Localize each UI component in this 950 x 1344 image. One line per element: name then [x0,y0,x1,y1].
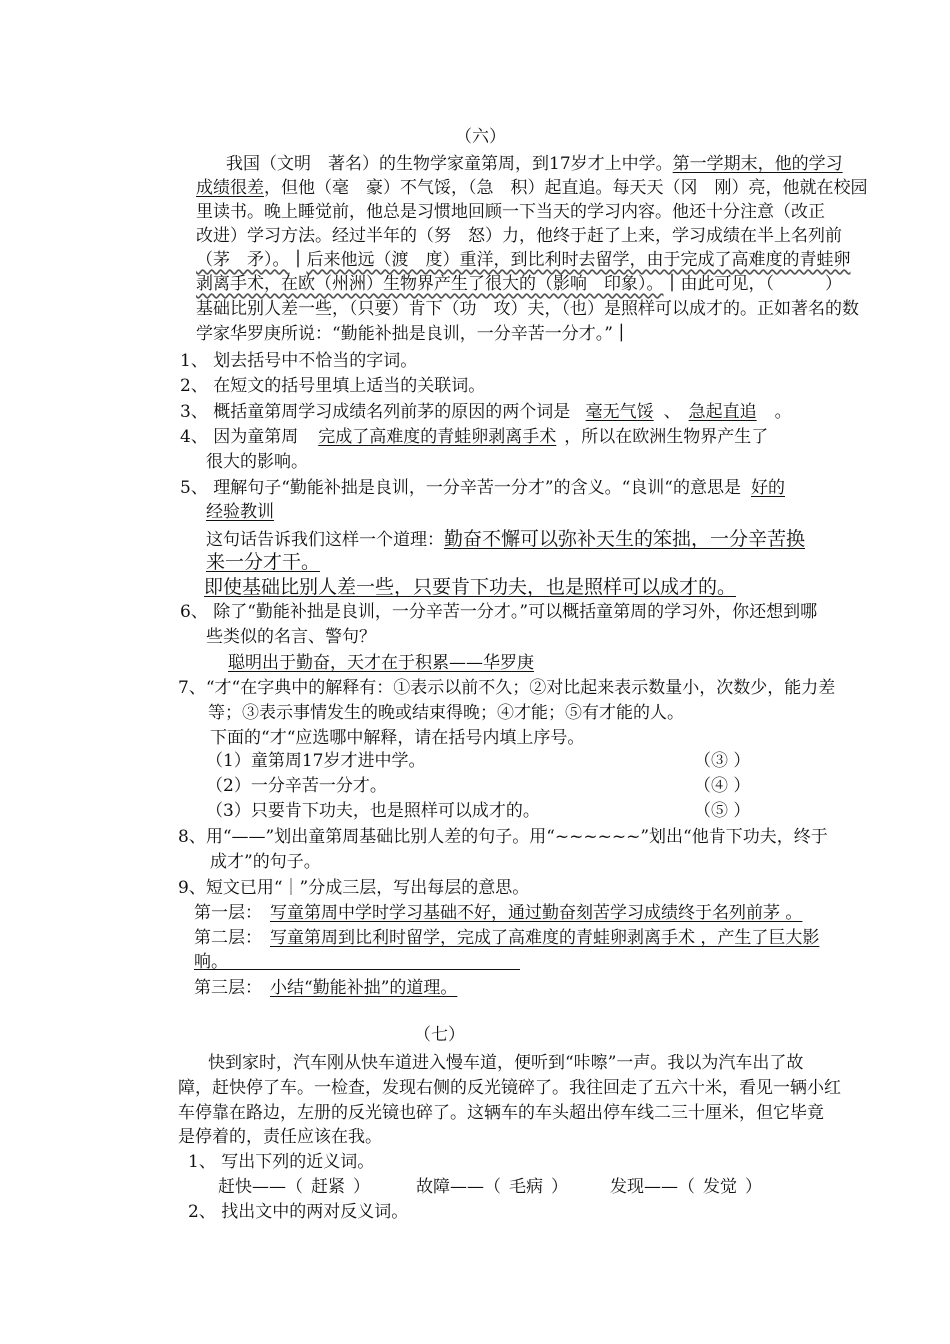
question-7-line2: 等；③表示事情发生的晚或结束得晚；④才能；⑤有才能的人。 [208,703,684,723]
passage-line-8 [196,323,630,345]
passage-line-5 [196,249,851,271]
synonym-answer: 赶紧 [311,1177,345,1197]
synonym-word: 故障——（ [416,1177,501,1197]
question-5-line3 [206,551,320,573]
passage7-line-1: 快到家时，汽车刚从快车道进入慢车道，便听到“咔嚓”一声。我以为汽车出了故 [208,1053,804,1073]
layer-divider: ｜ [612,324,630,344]
question-8: 8、用“——”划出童第周基础比别人差的句子。用“~~~~~~”划出“他肯下功夫，终于 [178,827,828,847]
section-7-title: （七） [414,1025,465,1045]
question-7: 7、“才“在字典中的解释有：①表示以前不久；②对比起来表示数量小，次数少，能力差 [178,678,836,698]
q7-item-2: （2）一分辛苦一分才。 [206,776,387,796]
passage-line-4: 改进）学习方法。经过半年的（努 怒）力，他终于赶了上来，学习成绩在半上名列前 [196,226,842,246]
passage-line-7: 基础比别人差一些，（只要）肯下（功 攻）夫，（也）是照样可以成才的。正如著名的数 [196,299,859,319]
layer-1 [194,902,802,924]
question-text: 5、 理解句子“勤能补拙是良训，一分辛苦一分才”的含义。“良训“的意思是 [180,478,741,498]
q7-item-3-answer: （⑤ ） [694,801,751,821]
passage-underlined: 第一学期末，他的学习 [672,154,843,174]
answer-blank: 好的 [750,478,785,498]
question-4 [180,426,768,448]
question-9: 9、短文已用“｜”分成三层，写出每层的意思。 [178,878,530,898]
passage-wavy: 后来他远（渡 度）重洋，到比利时去留学，由于完成了高难度的青蛙卵 [306,250,851,270]
answer-blank: 来一分才干。 [206,551,321,573]
answer-text: 响。 [194,952,228,972]
question-5-answer-line [206,501,274,523]
q7-item-3: （3）只要肯下功夫，也是照样可以成才的。 [206,801,540,821]
question-text: 3、 概括童第周学习成绩名列前茅的原因的两个词是 [180,402,571,422]
section-6-title: （六） [455,127,506,147]
answer-blank: 即使基础比别人差一些，只要肯下功夫，也是照样可以成才的。 [204,576,737,598]
question-text: 4、 因为童第周 [180,427,299,447]
layer-label: 第二层： [194,928,262,948]
answer-blank: 经验教训 [206,502,274,522]
answer-blank: 写童第周中学时学习基础不好，通过勤奋刻苦学习成绩终于名列前茅 。 [270,903,803,923]
passage-text: 我国（文明 著名）的生物学家童第周，到17岁才上中学。 [226,154,673,174]
period: 。 [774,402,792,422]
question-5 [180,477,785,499]
passage-line-1 [226,153,843,175]
section7-question-2: 2、 找出文中的两对反义词。 [188,1202,409,1222]
section7-question-1: 1、 写出下列的近义词。 [188,1152,375,1172]
layer-3 [194,977,463,999]
answer-blank: 聪明出于勤奋，天才在于积累——华罗庚 [228,653,534,673]
answer-rule [194,969,520,970]
answer-blank: 完成了高难度的青蛙卵剥离手术 [318,427,557,447]
question-6-answer [212,652,534,674]
synonym-word: 发现——（ [610,1177,695,1197]
q7-item-1: （1）童第周17岁才进中学。 [206,751,426,771]
passage7-line-2: 障，赶快停了车。一检查，发现右侧的反光镜碎了。我往回走了五六十米，看见一辆小红 [178,1078,841,1098]
question-1: 1、 划去括号中不恰当的字词。 [180,351,418,371]
synonym-1 [218,1176,370,1198]
synonym-answer: 发觉 [703,1177,737,1197]
passage-line-2 [196,177,868,199]
passage-text: 学家华罗庚所说：“勤能补拙是良训，一分辛苦一分才。” [196,324,613,344]
synonym-answer: 毛病 [509,1177,543,1197]
question-8-line2: 成才”的句子。 [210,852,321,872]
question-6: 6、 除了“勤能补拙是良训，一分辛苦一分才。”可以概括童第周的学习外，你还想到哪 [180,602,818,622]
passage-underlined: 成绩很差 [196,178,264,198]
answer-blank: 急起直追 [688,402,757,422]
synonym-word: 赶快——（ [218,1177,303,1197]
question-3 [180,401,792,423]
synonym-2 [416,1176,568,1198]
layer-2 [194,927,819,949]
question-text: 这句话告诉我们这样一个道理： [206,530,444,550]
layer-divider: ｜ [289,250,307,270]
passage-line-3: 里读书。晚上睡觉前，他总是习惯地回顾一下当天的学习内容。他还十分注意（改正 [196,202,825,222]
q7-item-2-answer: （④ ） [694,776,751,796]
bracket: ） [745,1177,762,1197]
q7-item-1-answer: （③ ） [694,751,751,771]
layer-label: 第三层： [194,978,262,998]
separator: 、 [663,402,681,422]
question-5-line4 [204,576,736,598]
passage-wavy: 剥离手术，在欧（州洲）生物界产生了很大的（影响 印象）。 [196,274,664,294]
question-7-line3: 下面的“才“应选哪中解释，请在括号内填上序号。 [210,728,585,748]
question-2: 2、 在短文的括号里填上适当的关联词。 [180,376,486,396]
passage-text: ，但他（毫 豪）不气馁，（急 积）起直追。每天天（冈 刚）亮，他就在校园 [264,178,868,198]
layer-label: 第一层： [194,903,262,923]
answer-blank: 毫无气馁 [585,402,654,422]
answer-blank: 小结“勤能补拙”的道理。 [270,978,458,998]
layer-divider: ｜ [663,274,681,294]
bracket: ） [551,1177,568,1197]
synonym-3 [610,1176,762,1198]
question-6-line2: 些类似的名言、警句？ [206,627,376,647]
answer-blank: 勤奋不懈可以弥补天生的笨拙，一分辛苦换 [444,528,806,550]
passage-wavy: （茅 矛）。 [196,250,290,270]
passage-line-6 [196,273,842,295]
bracket: ） [353,1177,370,1197]
question-5-line2 [206,528,805,551]
question-text: ，所以在欧洲生物界产生了 [564,427,769,447]
answer-blank: 写童第周到比利时留学，完成了高难度的青蛙卵剥离手术 ，产生了巨大影 [270,928,820,948]
passage7-line-4: 是停着的，责任应该在我。 [178,1127,382,1147]
passage-text: 由此可见，（ ） [680,274,842,294]
passage7-line-3: 车停靠在路边，左册的反光镜也碎了。这辆车的车头超出停车线二三十厘米，但它毕竟 [178,1103,824,1123]
question-4-line2: 很大的影响。 [206,452,308,472]
